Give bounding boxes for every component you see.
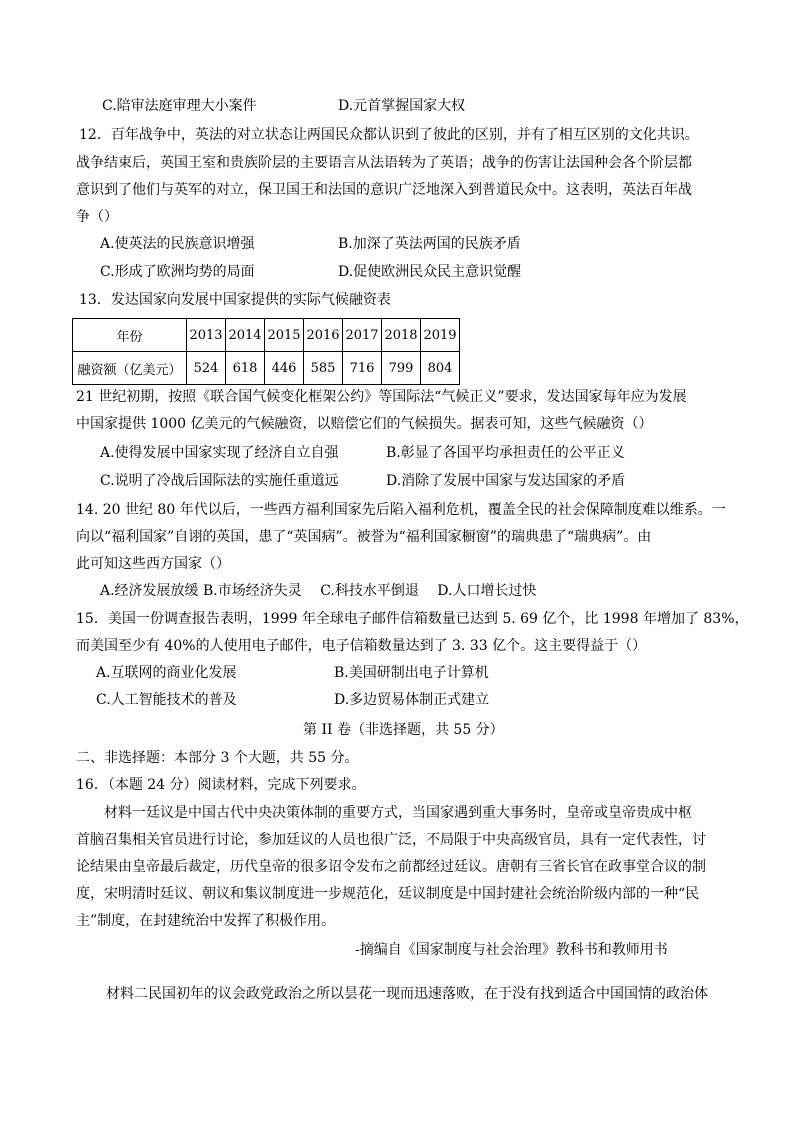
q12-option-a: A.使英法的民族意识增强	[100, 236, 255, 252]
part2-section-heading: 二、非选择题：本部分 3 个大题，共 55 分。	[76, 750, 359, 766]
q16-material2-line-1: 材料二民国初年的议会政党政治之所以昙花一现而迅速落败，在于没有找到适合中国国情的政治体	[106, 986, 708, 1002]
q13-stem-line-1: 21 世纪初期，按照《联合国气候变化框架公约》等国际法“气候正义”要求，发达国家每年应为发展	[76, 389, 687, 405]
table-cell: 2019	[421, 319, 460, 352]
table-cell: 2013	[187, 319, 226, 352]
table-header-amount: 融资额（亿美元）	[73, 352, 187, 385]
q15-stem-line-2: 而美国至少有 40%的人使用电子邮件，电子信箱数量达到了 3. 33 亿个。这主要得益于（）	[76, 638, 647, 654]
table-cell: 2017	[343, 319, 382, 352]
table-cell: 2016	[304, 319, 343, 352]
q16-material1-line-2: 首脑召集相关官员进行讨论，参加廷议的人员也很广泛，不局限于中央高级官员，具有一定代表性，讨	[76, 832, 706, 848]
q13-option-d: D.消除了发展中国家与发达国家的矛盾	[386, 473, 626, 489]
q12-stem-line-3: 意识到了他们与英军的对立，保卫国王和法国的意识广泛地深入到普道民众中。这表明，英法百年战	[76, 182, 692, 198]
table-cell: 2015	[265, 319, 304, 352]
table-cell: 618	[226, 352, 265, 385]
q11-option-d: D.元首掌握国家大权	[338, 98, 466, 114]
q12-stem-line-1: 12．百年战争中，英法的对立状态让两国民众都认识到了彼此的区别，并有了相互区别的文化共识。	[79, 127, 699, 143]
table-cell: 804	[421, 352, 460, 385]
table-row	[73, 319, 460, 352]
q12-option-d: D.促使欧洲民众民主意识觉醒	[338, 264, 522, 280]
q13-option-c: C.说明了冷战后国际法的实施任重道远	[100, 473, 339, 489]
q16-material1-line-4: 度，宋明清时廷议、朝议和集议制度进一步规范化，廷议制度是中国封建社会统治阶级内部的一种“民	[76, 886, 700, 902]
q15-stem-line-1: 15．美国一份调查报告表明，1999 年全球电子邮件信箱数量已达到 5. 69 亿个，比 1998 年增加了 83%，	[76, 611, 749, 627]
q16-intro: 16．（本题 24 分）阅读材料，完成下列要求。	[76, 777, 366, 793]
q15-option-a: A.互联网的商业化发展	[96, 665, 237, 681]
q16-material1-source: -摘编自《国家制度与社会治理》教科书和教师用书	[355, 942, 668, 958]
q16-material1-line-5: 主”制度，在封建统治中发挥了积极作用。	[76, 913, 336, 929]
table-cell: 524	[187, 352, 226, 385]
q14-stem-line-3: 此可知这些西方国家（）	[76, 556, 230, 572]
q12-option-c: C.形成了欧洲均势的局面	[100, 264, 255, 280]
table-cell: 799	[382, 352, 421, 385]
q16-material1-line-3: 论结果由皇帝最后裁定，历代皇帝的很多诏令发布之前都经过廷议。唐朝有三省长官在政事堂合议的制	[76, 859, 706, 875]
table-header-year: 年份	[73, 319, 187, 352]
q12-stem-line-2: 战争结束后，英国王室和贵族阶层的主要语言从法语转为了英语；战争的伤害让法国种会各个阶层都	[76, 155, 692, 171]
q13-stem-line-2: 中国家提供 1000 亿美元的气候融资，以赔偿它们的气候损失。据表可知，这些气候融资（）	[76, 416, 653, 432]
climate-finance-table	[72, 318, 460, 385]
q13-option-a: A.使得发展中国家实现了经济自立自强	[100, 445, 339, 461]
part2-heading: 第 II 卷（非选择题，共 55 分）	[303, 722, 504, 738]
q14-stem-line-2: 向以“福利国家”自诩的英国，患了“英国病”。被誉为“福利国家橱窗”的瑞典患了“瑞典病”。由	[76, 529, 652, 545]
table-cell: 2018	[382, 319, 421, 352]
q13-title: 13．发达国家向发展中国家提供的实际气候融资表	[79, 292, 391, 308]
q14-options: A.经济发展放缓 B.市场经济失灵 C.科技水平倒退 D.人口增长过快	[100, 583, 537, 599]
q12-stem-line-4: 争（）	[76, 209, 118, 225]
q15-option-d: D.多边贸易体制正式建立	[334, 692, 490, 708]
table-cell: 2014	[226, 319, 265, 352]
q12-option-b: B.加深了英法两国的民族矛盾	[338, 236, 521, 252]
table-cell: 585	[304, 352, 343, 385]
q16-material1-line-1: 材料一廷议是中国古代中央决策体制的重要方式，当国家遇到重大事务时，皇帝或皇帝贵成中枢	[104, 805, 692, 821]
q15-option-b: B.美国研制出电子计算机	[334, 665, 489, 681]
q13-option-b: B.彰显了各国平均承担责任的公平正义	[386, 445, 625, 461]
q14-stem-line-1: 14. 20 世纪 80 年代以后，一些西方福利国家先后陷入福利危机，覆盖全民的社会保障制度难以维系。一	[76, 502, 726, 518]
q15-option-c: C.人工智能技术的普及	[96, 692, 237, 708]
table-row	[73, 352, 460, 385]
q11-option-c: C.陪审法庭审理大小案件	[102, 98, 257, 114]
table-cell: 716	[343, 352, 382, 385]
table-cell: 446	[265, 352, 304, 385]
